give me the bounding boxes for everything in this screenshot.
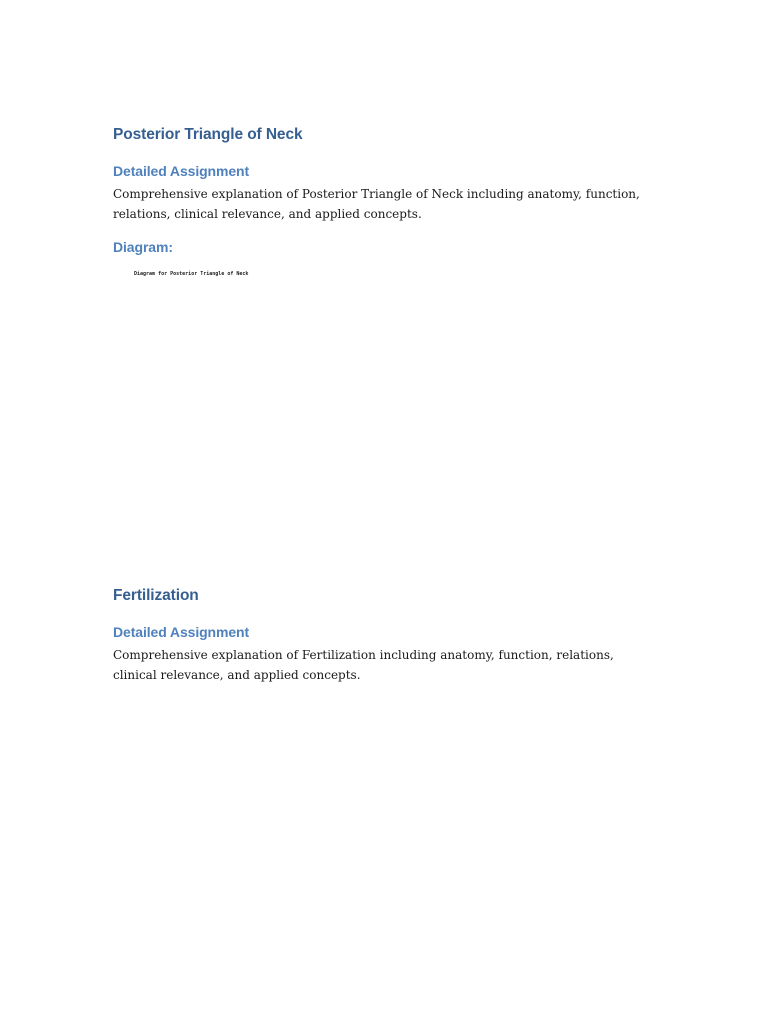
section-body-posterior-triangle: Comprehensive explanation of Posterior Triangle of Neck including anatomy, function, relations, clinical relevance, and applied concepts.	[113, 187, 640, 221]
section-subheading-detailed-assignment: Detailed Assignment	[113, 163, 250, 179]
diagram-image	[134, 266, 434, 546]
section-subheading-detailed-assignment-2: Detailed Assignment	[113, 624, 250, 640]
diagram-heading: Diagram:	[113, 239, 173, 255]
section-title-fertilization: Fertilization	[113, 587, 199, 604]
diagram-caption: Diagram for Posterior Triangle of Neck	[134, 271, 249, 277]
section-title-posterior-triangle: Posterior Triangle of Neck	[113, 126, 303, 143]
section-body-fertilization: Comprehensive explanation of Fertilization including anatomy, function, relations, clinical relevance, and applied concepts.	[113, 648, 614, 682]
